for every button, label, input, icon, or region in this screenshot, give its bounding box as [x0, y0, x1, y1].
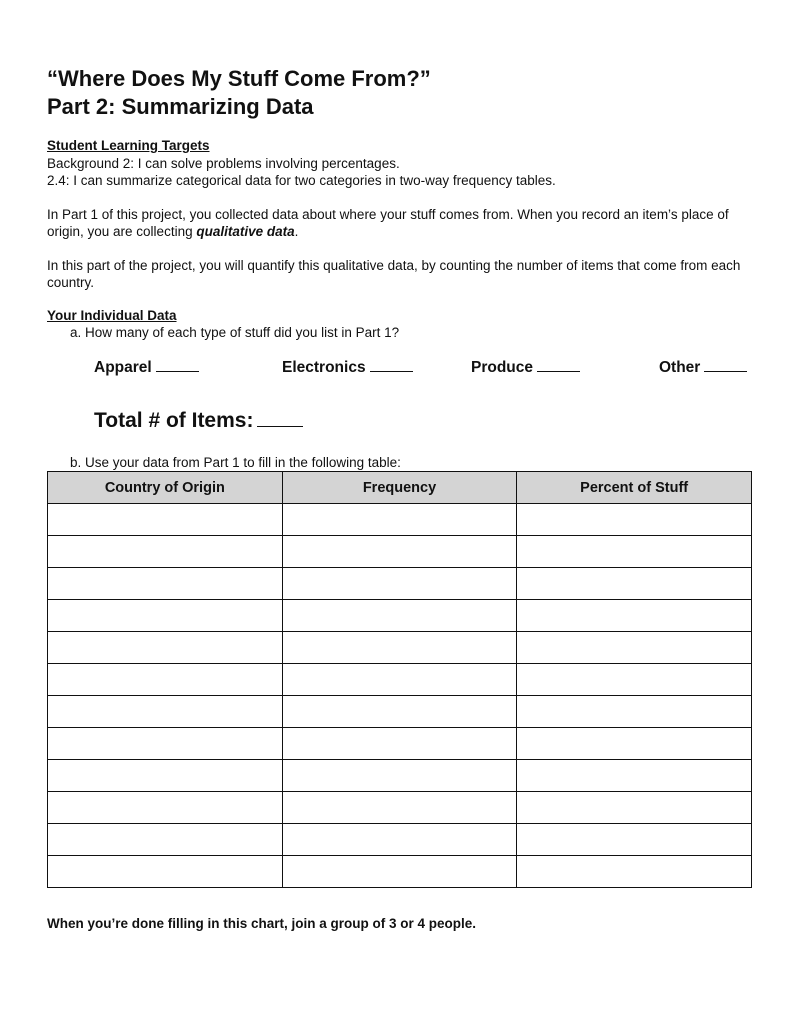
percent-cell[interactable]: [517, 696, 752, 728]
country-cell[interactable]: [48, 760, 283, 792]
frequency-header: Frequency: [282, 472, 517, 504]
question-a: a. How many of each type of stuff did you list in Part 1?: [70, 325, 400, 340]
table-row: [48, 728, 752, 760]
table-row: [48, 856, 752, 888]
learning-target-background: Background 2: I can solve problems involving percentages.: [47, 156, 400, 171]
frequency-cell[interactable]: [282, 760, 517, 792]
percent-cell[interactable]: [517, 568, 752, 600]
country-cell[interactable]: [48, 600, 283, 632]
percent-cell[interactable]: [517, 760, 752, 792]
category-label: Produce: [471, 359, 534, 376]
category-other: [659, 358, 747, 377]
table-row: [48, 504, 752, 536]
frequency-cell[interactable]: [282, 824, 517, 856]
apparel-count-blank[interactable]: [156, 358, 199, 372]
worksheet-subtitle: Part 2: Summarizing Data: [47, 94, 314, 119]
table-row: [48, 760, 752, 792]
percent-of-stuff-header: Percent of Stuff: [517, 472, 752, 504]
table-header-row: [48, 472, 752, 504]
frequency-cell[interactable]: [282, 792, 517, 824]
percent-cell[interactable]: [517, 600, 752, 632]
category-produce: [471, 358, 580, 377]
produce-count-blank[interactable]: [537, 358, 580, 372]
learning-target-2-4: 2.4: I can summarize categorical data for two categories in two-way frequency tables.: [47, 173, 556, 188]
table-row: [48, 600, 752, 632]
question-b: b. Use your data from Part 1 to fill in the following table:: [70, 455, 401, 470]
country-cell[interactable]: [48, 664, 283, 696]
category-label: Electronics: [282, 359, 366, 376]
intro-text: In Part 1 of this project, you collected data about where your stuff comes from. When you record an item’s place of origin, you are collecting: [47, 207, 729, 239]
percent-cell[interactable]: [517, 824, 752, 856]
worksheet-title: “Where Does My Stuff Come From?”: [47, 66, 431, 91]
percent-cell[interactable]: [517, 856, 752, 888]
percent-cell[interactable]: [517, 504, 752, 536]
table-row: [48, 664, 752, 696]
group-instruction: When you’re done filling in this chart, join a group of 3 or 4 people.: [47, 916, 477, 931]
individual-data-heading: Your Individual Data: [47, 308, 177, 323]
table-row: [48, 632, 752, 664]
frequency-cell[interactable]: [282, 856, 517, 888]
country-cell[interactable]: [48, 632, 283, 664]
frequency-cell[interactable]: [282, 696, 517, 728]
table-row: [48, 536, 752, 568]
percent-cell[interactable]: [517, 664, 752, 696]
country-cell[interactable]: [48, 536, 283, 568]
category-electronics: [282, 358, 413, 377]
other-count-blank[interactable]: [704, 358, 747, 372]
country-of-origin-header: Country of Origin: [48, 472, 283, 504]
country-frequency-table: [47, 471, 752, 888]
frequency-cell[interactable]: [282, 728, 517, 760]
country-cell[interactable]: [48, 728, 283, 760]
table-row: [48, 824, 752, 856]
qualitative-data-term: qualitative data: [196, 224, 295, 239]
country-cell[interactable]: [48, 504, 283, 536]
category-apparel: [94, 358, 199, 377]
total-items-blank[interactable]: [257, 409, 303, 427]
frequency-cell[interactable]: [282, 632, 517, 664]
percent-cell[interactable]: [517, 728, 752, 760]
frequency-cell[interactable]: [282, 504, 517, 536]
category-label: Apparel: [94, 359, 152, 376]
percent-cell[interactable]: [517, 536, 752, 568]
percent-cell[interactable]: [517, 632, 752, 664]
country-cell[interactable]: [48, 792, 283, 824]
frequency-cell[interactable]: [282, 536, 517, 568]
table-row: [48, 568, 752, 600]
total-items-label: Total # of Items:: [94, 409, 254, 432]
table-row: [48, 792, 752, 824]
country-cell[interactable]: [48, 824, 283, 856]
country-cell[interactable]: [48, 696, 283, 728]
table-row: [48, 696, 752, 728]
learning-targets-heading: Student Learning Targets: [47, 138, 210, 153]
frequency-cell[interactable]: [282, 600, 517, 632]
learning-targets: [47, 155, 759, 189]
intro-text-end: .: [294, 224, 299, 239]
total-items: [94, 409, 303, 433]
country-cell[interactable]: [48, 568, 283, 600]
frequency-cell[interactable]: [282, 568, 517, 600]
category-label: Other: [659, 359, 701, 376]
percent-cell[interactable]: [517, 792, 752, 824]
intro-paragraph-1: [47, 206, 759, 240]
frequency-cell[interactable]: [282, 664, 517, 696]
electronics-count-blank[interactable]: [370, 358, 413, 372]
intro-paragraph-2: In this part of the project, you will quantify this qualitative data, by counting the number of items that come from each country.: [47, 258, 741, 290]
country-cell[interactable]: [48, 856, 283, 888]
